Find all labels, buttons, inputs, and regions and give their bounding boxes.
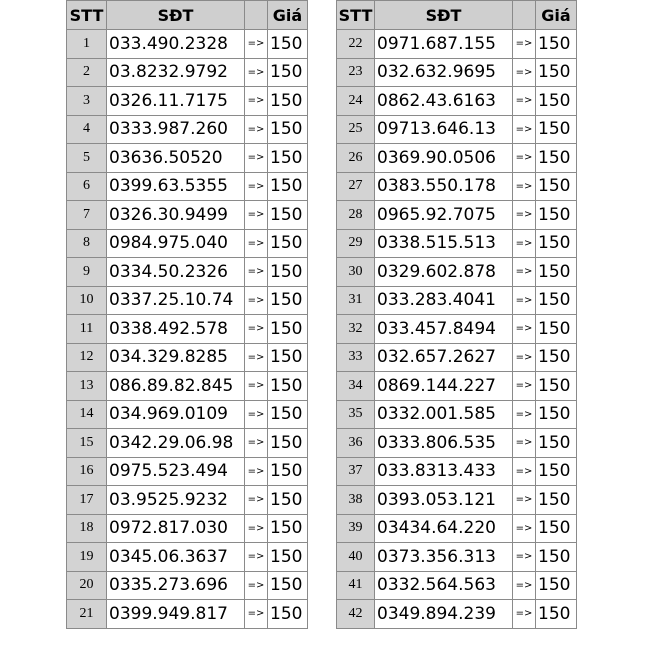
phone-number-cell: 0345.06.3637 xyxy=(107,543,245,572)
table-row xyxy=(67,87,308,116)
phone-number-cell: 0862.43.6163 xyxy=(375,87,513,116)
stt-cell: 24 xyxy=(337,87,375,116)
stt-cell: 37 xyxy=(337,457,375,486)
header-row xyxy=(67,1,308,30)
phone-number-cell: 03636.50520 xyxy=(107,144,245,173)
stt-cell: 21 xyxy=(67,600,107,629)
phone-number-cell: 09713.646.13 xyxy=(375,115,513,144)
arrow-cell: => xyxy=(245,315,268,344)
table-row xyxy=(67,457,308,486)
table-row xyxy=(67,144,308,173)
arrow-cell: => xyxy=(513,30,536,59)
arrow-cell: => xyxy=(513,600,536,629)
header-stt: STT xyxy=(67,1,107,30)
table-row xyxy=(67,600,308,629)
stt-cell: 27 xyxy=(337,172,375,201)
price-table-right xyxy=(336,0,577,629)
table-row xyxy=(67,286,308,315)
table-row xyxy=(67,343,308,372)
arrow-cell: => xyxy=(513,229,536,258)
arrow-cell: => xyxy=(245,457,268,486)
price-cell: 150 xyxy=(268,144,308,173)
price-cell: 150 xyxy=(536,201,577,230)
arrow-cell: => xyxy=(513,201,536,230)
price-cell: 150 xyxy=(536,115,577,144)
arrow-cell: => xyxy=(513,514,536,543)
phone-number-cell: 034.969.0109 xyxy=(107,400,245,429)
arrow-cell: => xyxy=(513,343,536,372)
stt-cell: 17 xyxy=(67,486,107,515)
phone-number-cell: 0335.273.696 xyxy=(107,571,245,600)
phone-number-cell: 0349.894.239 xyxy=(375,600,513,629)
arrow-cell: => xyxy=(513,258,536,287)
table-row xyxy=(337,30,577,59)
price-cell: 150 xyxy=(536,457,577,486)
header-sdt: SĐT xyxy=(375,1,513,30)
phone-number-cell: 0373.356.313 xyxy=(375,543,513,572)
stt-cell: 6 xyxy=(67,172,107,201)
price-cell: 150 xyxy=(268,286,308,315)
arrow-cell: => xyxy=(245,30,268,59)
phone-number-cell: 0326.11.7175 xyxy=(107,87,245,116)
arrow-cell: => xyxy=(245,543,268,572)
stt-cell: 32 xyxy=(337,315,375,344)
arrow-cell: => xyxy=(245,87,268,116)
price-cell: 150 xyxy=(536,315,577,344)
stt-cell: 34 xyxy=(337,372,375,401)
arrow-cell: => xyxy=(245,372,268,401)
table-row xyxy=(67,201,308,230)
stt-cell: 16 xyxy=(67,457,107,486)
phone-number-cell: 0984.975.040 xyxy=(107,229,245,258)
phone-number-cell: 03.9525.9232 xyxy=(107,486,245,515)
price-cell: 150 xyxy=(536,486,577,515)
stt-cell: 25 xyxy=(337,115,375,144)
header-arrow xyxy=(513,1,536,30)
table-row xyxy=(337,58,577,87)
price-cell: 150 xyxy=(268,87,308,116)
stt-cell: 30 xyxy=(337,258,375,287)
arrow-cell: => xyxy=(513,543,536,572)
stt-cell: 41 xyxy=(337,571,375,600)
phone-number-cell: 032.657.2627 xyxy=(375,343,513,372)
phone-number-cell: 033.490.2328 xyxy=(107,30,245,59)
phone-number-cell: 033.283.4041 xyxy=(375,286,513,315)
table-row xyxy=(67,30,308,59)
stt-cell: 7 xyxy=(67,201,107,230)
arrow-cell: => xyxy=(245,286,268,315)
table-row xyxy=(337,258,577,287)
arrow-cell: => xyxy=(245,486,268,515)
phone-number-cell: 0338.515.513 xyxy=(375,229,513,258)
price-table-left xyxy=(66,0,308,629)
table-row xyxy=(67,229,308,258)
arrow-cell: => xyxy=(513,372,536,401)
price-cell: 150 xyxy=(268,315,308,344)
price-cell: 150 xyxy=(268,201,308,230)
price-cell: 150 xyxy=(268,543,308,572)
price-cell: 150 xyxy=(536,30,577,59)
price-cell: 150 xyxy=(536,600,577,629)
stt-cell: 15 xyxy=(67,429,107,458)
table-row xyxy=(67,543,308,572)
table-row xyxy=(67,514,308,543)
price-cell: 150 xyxy=(268,486,308,515)
table-row xyxy=(67,315,308,344)
table-row xyxy=(67,172,308,201)
arrow-cell: => xyxy=(245,201,268,230)
price-cell: 150 xyxy=(268,115,308,144)
arrow-cell: => xyxy=(513,115,536,144)
phone-number-cell: 0393.053.121 xyxy=(375,486,513,515)
arrow-cell: => xyxy=(245,115,268,144)
stt-cell: 5 xyxy=(67,144,107,173)
stt-cell: 10 xyxy=(67,286,107,315)
table-row xyxy=(337,486,577,515)
stt-cell: 3 xyxy=(67,87,107,116)
arrow-cell: => xyxy=(245,258,268,287)
header-stt: STT xyxy=(337,1,375,30)
phone-number-cell: 0334.50.2326 xyxy=(107,258,245,287)
arrow-cell: => xyxy=(513,144,536,173)
stt-cell: 36 xyxy=(337,429,375,458)
stt-cell: 29 xyxy=(337,229,375,258)
stt-cell: 26 xyxy=(337,144,375,173)
price-cell: 150 xyxy=(268,571,308,600)
price-cell: 150 xyxy=(536,286,577,315)
arrow-cell: => xyxy=(513,429,536,458)
arrow-cell: => xyxy=(513,486,536,515)
arrow-cell: => xyxy=(513,400,536,429)
stt-cell: 39 xyxy=(337,514,375,543)
table-row xyxy=(337,115,577,144)
stt-cell: 35 xyxy=(337,400,375,429)
stt-cell: 11 xyxy=(67,315,107,344)
price-cell: 150 xyxy=(268,172,308,201)
arrow-cell: => xyxy=(513,172,536,201)
table-row xyxy=(67,372,308,401)
table-row xyxy=(337,514,577,543)
arrow-cell: => xyxy=(513,457,536,486)
phone-number-cell: 0369.90.0506 xyxy=(375,144,513,173)
phone-number-cell: 03434.64.220 xyxy=(375,514,513,543)
stt-cell: 14 xyxy=(67,400,107,429)
stt-cell: 9 xyxy=(67,258,107,287)
phone-number-cell: 0338.492.578 xyxy=(107,315,245,344)
phone-number-cell: 0383.550.178 xyxy=(375,172,513,201)
price-cell: 150 xyxy=(268,372,308,401)
phone-number-cell: 0399.949.817 xyxy=(107,600,245,629)
stt-cell: 12 xyxy=(67,343,107,372)
arrow-cell: => xyxy=(245,172,268,201)
header-row xyxy=(337,1,577,30)
stt-cell: 38 xyxy=(337,486,375,515)
header-gia: Giá xyxy=(268,1,308,30)
table-row xyxy=(337,543,577,572)
arrow-cell: => xyxy=(513,58,536,87)
phone-number-cell: 0972.817.030 xyxy=(107,514,245,543)
phone-number-cell: 0965.92.7075 xyxy=(375,201,513,230)
phone-number-cell: 0975.523.494 xyxy=(107,457,245,486)
price-cell: 150 xyxy=(268,30,308,59)
price-cell: 150 xyxy=(536,514,577,543)
table-row xyxy=(67,115,308,144)
price-cell: 150 xyxy=(536,87,577,116)
stt-cell: 42 xyxy=(337,600,375,629)
phone-number-cell: 0971.687.155 xyxy=(375,30,513,59)
price-cell: 150 xyxy=(536,571,577,600)
stt-cell: 1 xyxy=(67,30,107,59)
phone-number-cell: 0342.29.06.98 xyxy=(107,429,245,458)
header-sdt: SĐT xyxy=(107,1,245,30)
phone-number-cell: 0333.806.535 xyxy=(375,429,513,458)
arrow-cell: => xyxy=(513,87,536,116)
price-cell: 150 xyxy=(268,400,308,429)
phone-number-cell: 033.8313.433 xyxy=(375,457,513,486)
table-row xyxy=(337,87,577,116)
phone-number-cell: 0333.987.260 xyxy=(107,115,245,144)
header-gia: Giá xyxy=(536,1,577,30)
price-cell: 150 xyxy=(536,543,577,572)
phone-number-cell: 0337.25.10.74 xyxy=(107,286,245,315)
stt-cell: 33 xyxy=(337,343,375,372)
arrow-cell: => xyxy=(245,400,268,429)
arrow-cell: => xyxy=(245,343,268,372)
arrow-cell: => xyxy=(245,600,268,629)
price-cell: 150 xyxy=(268,343,308,372)
arrow-cell: => xyxy=(245,429,268,458)
stt-cell: 8 xyxy=(67,229,107,258)
phone-number-cell: 033.457.8494 xyxy=(375,315,513,344)
price-cell: 150 xyxy=(536,343,577,372)
price-cell: 150 xyxy=(536,58,577,87)
price-cell: 150 xyxy=(268,457,308,486)
price-cell: 150 xyxy=(268,229,308,258)
price-cell: 150 xyxy=(268,429,308,458)
phone-number-cell: 034.329.8285 xyxy=(107,343,245,372)
price-cell: 150 xyxy=(268,514,308,543)
table-row xyxy=(337,372,577,401)
price-cell: 150 xyxy=(536,172,577,201)
phone-number-cell: 086.89.82.845 xyxy=(107,372,245,401)
table-row xyxy=(337,429,577,458)
stt-cell: 18 xyxy=(67,514,107,543)
table-row xyxy=(337,172,577,201)
price-cell: 150 xyxy=(268,58,308,87)
table-row xyxy=(67,429,308,458)
arrow-cell: => xyxy=(245,58,268,87)
stt-cell: 2 xyxy=(67,58,107,87)
stt-cell: 31 xyxy=(337,286,375,315)
stt-cell: 23 xyxy=(337,58,375,87)
price-cell: 150 xyxy=(536,400,577,429)
arrow-cell: => xyxy=(513,315,536,344)
table-row xyxy=(337,229,577,258)
table-row xyxy=(67,400,308,429)
table-row xyxy=(337,315,577,344)
stt-cell: 40 xyxy=(337,543,375,572)
phone-number-cell: 0329.602.878 xyxy=(375,258,513,287)
phone-number-cell: 03.8232.9792 xyxy=(107,58,245,87)
table-row xyxy=(67,58,308,87)
table-row xyxy=(67,571,308,600)
arrow-cell: => xyxy=(245,514,268,543)
phone-number-cell: 0399.63.5355 xyxy=(107,172,245,201)
stt-cell: 28 xyxy=(337,201,375,230)
table-row xyxy=(67,258,308,287)
stt-cell: 22 xyxy=(337,30,375,59)
price-cell: 150 xyxy=(536,229,577,258)
table-body-left xyxy=(67,30,308,629)
table-row xyxy=(337,571,577,600)
table-row xyxy=(337,201,577,230)
stt-cell: 4 xyxy=(67,115,107,144)
arrow-cell: => xyxy=(513,571,536,600)
price-cell: 150 xyxy=(536,144,577,173)
stt-cell: 19 xyxy=(67,543,107,572)
price-cell: 150 xyxy=(536,258,577,287)
table-row xyxy=(337,457,577,486)
phone-number-cell: 0869.144.227 xyxy=(375,372,513,401)
table-row xyxy=(67,486,308,515)
table-row xyxy=(337,144,577,173)
arrow-cell: => xyxy=(245,144,268,173)
phone-number-cell: 032.632.9695 xyxy=(375,58,513,87)
phone-number-cell: 0326.30.9499 xyxy=(107,201,245,230)
price-cell: 150 xyxy=(536,429,577,458)
stt-cell: 13 xyxy=(67,372,107,401)
phone-number-cell: 0332.564.563 xyxy=(375,571,513,600)
table-row xyxy=(337,343,577,372)
stt-cell: 20 xyxy=(67,571,107,600)
price-cell: 150 xyxy=(536,372,577,401)
arrow-cell: => xyxy=(245,229,268,258)
table-body-right xyxy=(337,30,577,629)
arrow-cell: => xyxy=(245,571,268,600)
table-row xyxy=(337,600,577,629)
table-row xyxy=(337,286,577,315)
header-arrow xyxy=(245,1,268,30)
table-row xyxy=(337,400,577,429)
price-cell: 150 xyxy=(268,258,308,287)
arrow-cell: => xyxy=(513,286,536,315)
phone-number-cell: 0332.001.585 xyxy=(375,400,513,429)
price-cell: 150 xyxy=(268,600,308,629)
